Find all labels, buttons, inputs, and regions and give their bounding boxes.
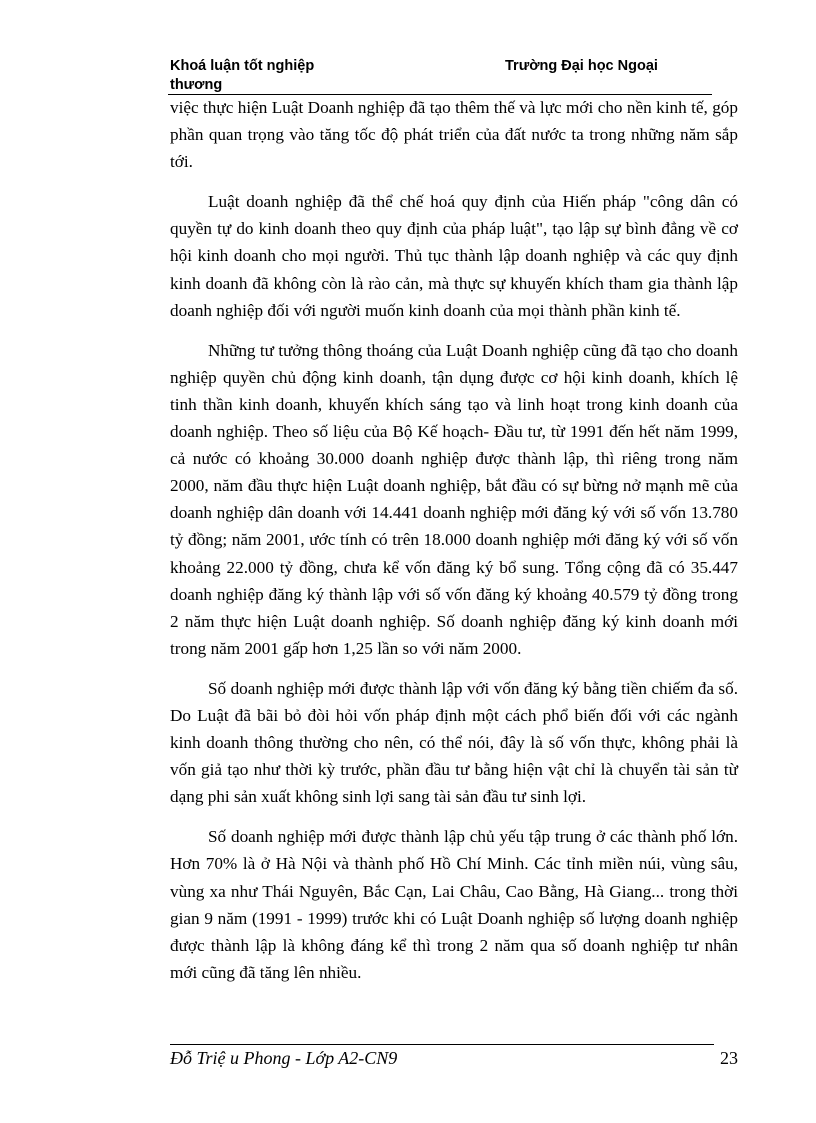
- paragraph: Số doanh nghiệp mới được thành lập với vốn đăng ký bằng tiền chiếm đa số. Do Luật đã bãi bỏ đòi hỏi vốn pháp định một cách phổ biến đối với các ngành kinh doanh thông thường cho nên, có thể nói, đây là số vốn thực, không phải là vốn giả tạo như thời kỳ trước, phần đầu tư bằng hiện vật chỉ là chuyển tài sản từ dạng phi sản xuất không sinh lợi sang tài sản đầu tư sinh lợi.: [170, 678, 738, 807]
- paragraph: Những tư tưởng thông thoáng của Luật Doanh nghiệp cũng đã tạo cho doanh nghiệp quyền chủ động kinh doanh, tận dụng được cơ hội kinh doanh, khích lệ tinh thần kinh doanh, khuyến khích sáng tạo và linh hoạt trong kinh doanh của doanh nghiệp. Theo số liệu của Bộ Kế hoạch- Đầu tư, từ 1991 đến hết năm 1999, cả nước có khoảng 30.000 doanh nghiệp được thành lập, thì riêng trong năm 2000, năm đầu thực hiện Luật doanh nghiệp, bắt đầu có sự bừng nở mạnh mẽ của doanh nghiệp dân doanh với 14.441 doanh nghiệp mới đăng ký với số vốn 13.780 tỷ đồng; năm 2001, ước tính có trên 18.000 doanh nghiệp mới đăng ký với số vốn khoảng 22.000 tỷ đồng, chưa kể vốn đăng ký bổ sung. Tổng cộng đã có 35.447 doanh nghiệp đăng ký thành lập với số vốn đăng ký khoảng 40.579 tỷ đồng trong 2 năm thực hiện Luật doanh nghiệp. Số doanh nghiệp đăng ký kinh doanh mới trong năm 2001 gấp hơn 1,25 lần so với năm 2000.: [170, 340, 738, 658]
- paragraph: Số doanh nghiệp mới được thành lập chủ yếu tập trung ở các thành phố lớn. Hơn 70% là ở Hà Nội và thành phố Hồ Chí Minh. Các tỉnh miền núi, vùng sâu, vùng xa như Thái Nguyên, Bắc Cạn, Lai Châu, Cao Bằng, Hà Giang... trong thời gian 9 năm (1991 - 1999) trước khi có Luật Doanh nghiệp số lượng doanh nghiệp được thành lập là không đáng kể thì trong 2 năm qua số doanh nghiệp tư nhân mới cũng đã tăng lên nhiều.: [170, 827, 738, 982]
- paragraph: Luật doanh nghiệp đã thể chế hoá quy định của Hiến pháp "công dân có quyền tự do kinh doanh theo quy định của pháp luật", tạo lập sự bình đẳng về cơ hội kinh doanh cho mọi người. Thủ tục thành lập doanh nghiệp và các quy định kinh doanh đã không còn là rào cản, mà thực sự khuyến khích tham gia thành lập doanh nghiệp đối với người muốn kinh doanh của mọi thành phần kinh tế.: [170, 192, 738, 320]
- paragraph-continuation: việc thực hiện Luật Doanh nghiệp đã tạo thêm thế và lực mới cho nền kinh tế, góp phần quan trọng vào tăng tốc độ phát triển của đất nước ta trong những năm sắp tới.: [170, 98, 738, 172]
- header-right-title: Trường Đại học Ngoại: [505, 58, 658, 74]
- body-text: [170, 94, 738, 999]
- page-number: 23: [720, 1048, 738, 1068]
- footer-divider: [170, 1044, 714, 1045]
- footer-author: Đỗ Triệ u Phong - Lớp A2-CN9: [170, 1048, 398, 1068]
- header-left-title: Khoá luận tốt nghiệp thương: [170, 58, 315, 93]
